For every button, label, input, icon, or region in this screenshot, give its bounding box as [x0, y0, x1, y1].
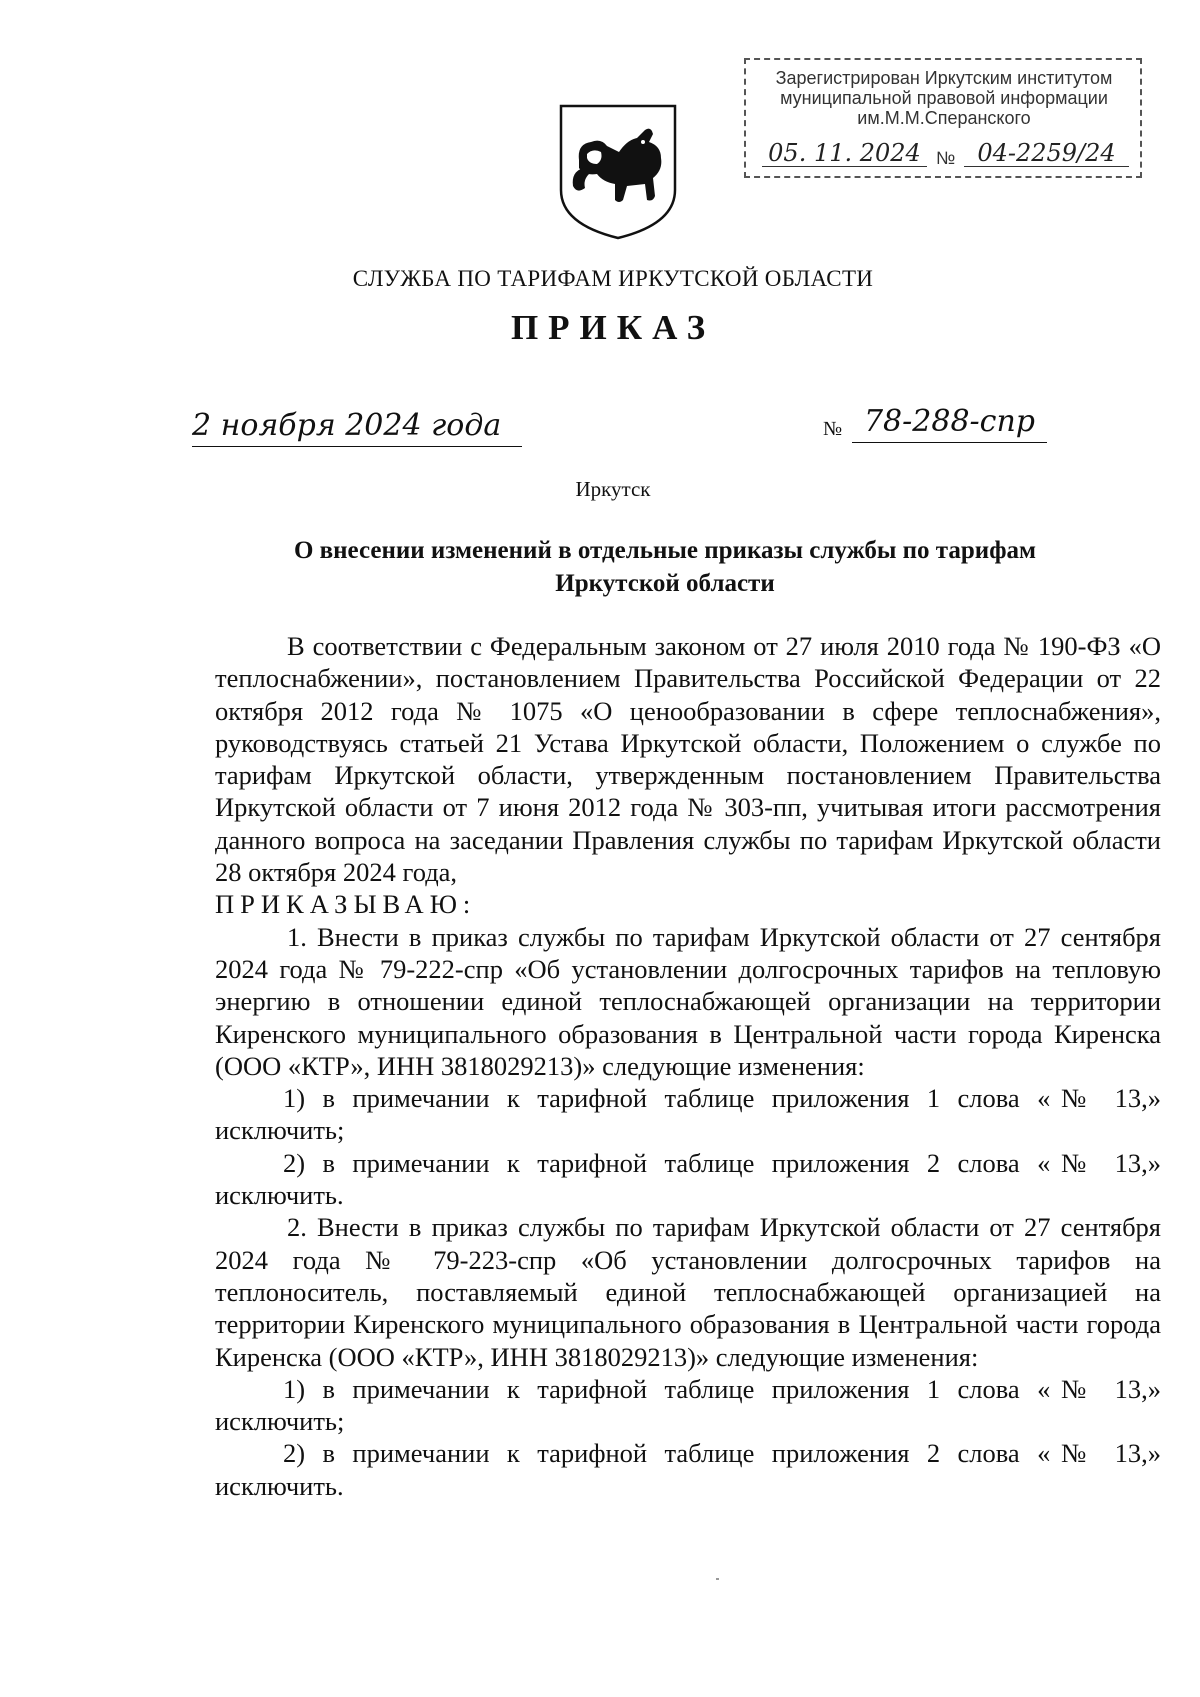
stamp-number: 04-2259/24: [964, 140, 1129, 167]
stamp-number-label: №: [936, 148, 956, 168]
document-type: ПРИКАЗ: [510, 308, 716, 347]
preamble-paragraph: В соответствии с Федеральным законом от 27 июля 2010 года № 190-ФЗ «О теплоснабжении», постановлением Правительства Российской Федерации от 22 октября 2012 года № 1075 «О ценообразовании в сфере теплоснабжения», руководствуясь статьей 21 Устава Иркутской области, Положением о службе по тарифам Иркутской области, утвержденным постановлением Правительства Иркутской области от 7 июня 2012 года № 303-пп, учитывая итоги рассмотрения данного вопроса на заседании Правления службы по тарифам Иркутской области 28 октября 2024 года,: [215, 631, 1161, 888]
order-number-label: №: [823, 418, 843, 440]
agency-name: СЛУЖБА ПО ТАРИФАМ ИРКУТСКОЙ ОБЛАСТИ: [352, 266, 874, 291]
title-line-1: О внесении изменений в отдельные приказы службы по тарифам: [293, 537, 1037, 564]
title-line-2: Иркутской области: [555, 570, 775, 597]
handwritten-order-number: 78-288-спр: [852, 404, 1047, 443]
document-body: [215, 630, 1161, 1502]
stamp-line-2: муниципальной правовой информации: [780, 88, 1108, 108]
item-2-subitem-1: 1) в примечании к тарифной таблице приложения 1 слова «№ 13,» исключить;: [215, 1373, 1161, 1437]
stamp-date: 05. 11. 2024: [762, 140, 927, 167]
order-word: ПРИКАЗЫВАЮ:: [215, 889, 477, 920]
registration-stamp: [744, 58, 1142, 178]
item-1-subitem-2: 2) в примечании к тарифной таблице приложения 2 слова «№ 13,» исключить.: [215, 1147, 1161, 1211]
scan-speck: [716, 1578, 719, 1580]
irkutsk-coat-of-arms-icon: [557, 102, 679, 242]
item-1-paragraph: 1. Внести в приказ службы по тарифам Иркутской области от 27 сентября 2024 года № 79-222-спр «Об установлении долгосрочных тарифов на тепловую энергию в отношении единой теплоснабжающей организации на территории Киренского муниципального образования в Центральной части города Киренска (ООО «КТР», ИНН 3818029213)» следующие изменения:: [215, 921, 1161, 1081]
city: Иркутск: [575, 477, 651, 501]
stamp-line-1: Зарегистрирован Иркутским институтом: [775, 68, 1113, 88]
stamp-line-3: им.М.М.Сперанского: [857, 108, 1031, 128]
item-2-subitem-2: 2) в примечании к тарифной таблице приложения 2 слова «№ 13,» исключить.: [215, 1438, 1161, 1501]
document-title: [215, 534, 1115, 600]
handwritten-date: 2 ноября 2024 года: [192, 408, 522, 447]
item-1-subitem-1: 1) в примечании к тарифной таблице приложения 1 слова «№ 13,» исключить;: [215, 1083, 1161, 1146]
item-2-paragraph: 2. Внести в приказ службы по тарифам Иркутской области от 27 сентября 2024 года № 79-223-спр «Об установлении долгосрочных тарифов на теплоноситель, поставляемый единой теплоснабжающей организацией на территории Киренского муниципального образования в Центральной части города Киренска (ООО «КТР», ИНН 3818029213)» следующие изменения:: [215, 1212, 1161, 1372]
